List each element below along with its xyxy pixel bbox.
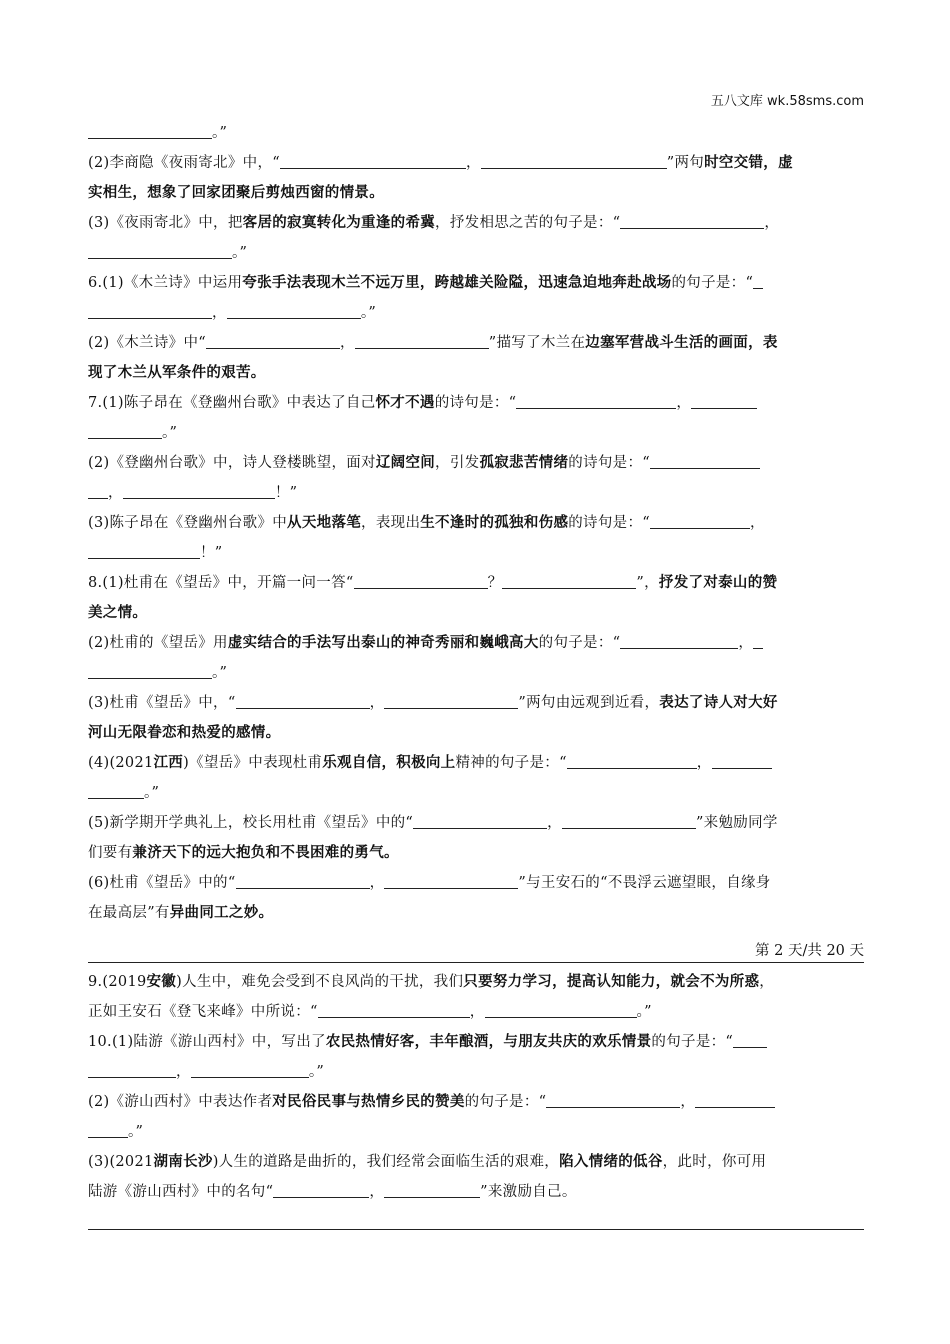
q7-3-line-2: ！”	[88, 538, 864, 568]
answer-blank[interactable]	[280, 152, 466, 169]
q8-2-line-1: (2)杜甫的《望岳》用虚实结合的手法写出泰山的神奇秀丽和巍峨高大的句子是：“ ，	[88, 628, 864, 658]
answer-blank[interactable]	[691, 392, 757, 409]
answer-blank[interactable]	[191, 1061, 309, 1078]
answer-blank[interactable]	[206, 332, 340, 349]
q7-2-line-2: ， ！”	[88, 478, 864, 508]
day-counter: 第 2 天/共 20 天	[755, 943, 864, 959]
q10-2-line-2: 。”	[88, 1117, 864, 1147]
answer-blank[interactable]	[88, 662, 212, 679]
q7-1-line-2: 。”	[88, 418, 864, 448]
answer-blank[interactable]	[123, 482, 275, 499]
answer-blank[interactable]	[620, 632, 738, 649]
answer-blank[interactable]	[733, 1031, 767, 1048]
answer-blank[interactable]	[88, 542, 200, 559]
answer-blank[interactable]	[695, 1091, 775, 1108]
site-header: 五八文库 wk.58sms.com	[710, 94, 864, 109]
question-list	[88, 118, 864, 1207]
q8-6-line-1: (6)杜甫《望岳》中的“ ， ”与王安石的“不畏浮云遮望眼，自缘身	[88, 868, 864, 898]
answer-blank[interactable]	[620, 212, 764, 229]
q6-2-line-1: (2)《木兰诗》中“ ， ”描写了木兰在边塞军营战斗生活的画面，表	[88, 334, 778, 351]
answer-blank[interactable]	[88, 482, 108, 499]
answer-blank[interactable]	[481, 152, 667, 169]
answer-blank[interactable]	[485, 1001, 637, 1018]
answer-blank[interactable]	[546, 1091, 680, 1108]
answer-blank[interactable]	[236, 872, 370, 889]
answer-blank[interactable]	[384, 1181, 480, 1198]
q8-5-line-1: (5)新学期开学典礼上，校长用杜甫《望岳》中的“ ， ”来勉励同学	[88, 808, 864, 838]
answer-blank[interactable]	[88, 782, 144, 799]
q8-4-line-2: 。”	[88, 778, 864, 808]
day-divider	[88, 928, 864, 963]
answer-blank[interactable]	[318, 1001, 470, 1018]
q9-line-1: 9.(2019安徽)人生中，难免会受到不良风尚的干扰，我们只要努力学习，提高认知能力，就会不为所惑，	[88, 973, 775, 990]
answer-blank[interactable]	[236, 692, 370, 709]
answer-blank[interactable]	[516, 392, 676, 409]
q9-line-2: 正如王安石《登飞来峰》中所说：“ ， 。”	[88, 997, 864, 1027]
answer-blank[interactable]	[355, 332, 489, 349]
answer-blank[interactable]	[88, 1061, 176, 1078]
answer-blank[interactable]	[88, 122, 212, 139]
answer-blank[interactable]	[567, 752, 697, 769]
q5-2-line-1: (2)李商隐《夜雨寄北》中，“ ， ”两句时空交错，虚	[88, 154, 793, 171]
q5-3-line-1: (3)《夜雨寄北》中，把客居的寂寞转化为重逢的希冀，抒发相思之苦的句子是：“ ，	[88, 214, 780, 231]
q7-1-line-1: 7.(1)陈子昂在《登幽州台歌》中表达了自己怀才不遇的诗句是：“ ，	[88, 388, 864, 418]
answer-blank[interactable]	[502, 572, 636, 589]
answer-blank[interactable]	[650, 452, 760, 469]
answer-blank[interactable]	[712, 752, 772, 769]
q5-tail-line: 。”	[88, 118, 864, 148]
answer-blank[interactable]	[562, 812, 696, 829]
footer-rule	[88, 1229, 864, 1230]
answer-blank[interactable]	[354, 572, 488, 589]
q8-1-line-1: 8.(1)杜甫在《望岳》中，开篇一问一答“ ？ ”，抒发了对泰山的赞	[88, 574, 778, 591]
q10-3-line-2: 陆游《游山西村》中的名句“ ， ”来激励自己。	[88, 1177, 864, 1207]
q8-3-line-2: 河山无限眷恋和热爱的感情。	[88, 724, 281, 741]
q6-1-line-1: 6.(1)《木兰诗》中运用夸张手法表现木兰不远万里，跨越雄关险隘，迅速急迫地奔赴战场的句子是：“	[88, 268, 864, 298]
q8-3-line-1: (3)杜甫《望岳》中，“ ， ”两句由远观到近看，表达了诗人对大好	[88, 694, 778, 711]
q8-5-line-2: 们要有兼济天下的远大抱负和不畏困难的勇气。	[88, 844, 399, 861]
answer-blank[interactable]	[753, 272, 763, 289]
answer-blank[interactable]	[88, 422, 162, 439]
answer-blank[interactable]	[413, 812, 547, 829]
answer-blank[interactable]	[384, 692, 518, 709]
q8-4-line-1: (4)(2021江西)《望岳》中表现杜甫乐观自信，积极向上精神的句子是：“ ，	[88, 748, 864, 778]
answer-blank[interactable]	[88, 1121, 128, 1138]
q8-6-line-2: 在最高层”有异曲同工之妙。	[88, 904, 274, 921]
answer-blank[interactable]	[650, 512, 750, 529]
answer-blank[interactable]	[88, 242, 232, 259]
answer-blank[interactable]	[88, 302, 212, 319]
q6-1-line-2: ， 。”	[88, 298, 864, 328]
q5-3-line-2: 。”	[88, 238, 864, 268]
q10-1-line-2: ， 。”	[88, 1057, 864, 1087]
answer-blank[interactable]	[273, 1181, 369, 1198]
q5-2-line-2: 实相生，想象了回家团聚后剪烛西窗的情景。	[88, 184, 384, 201]
answer-blank[interactable]	[753, 632, 763, 649]
q10-3-line-1: (3)(2021湖南长沙)人生的道路是曲折的，我们经常会面临生活的艰难，陷入情绪的低谷，此时，你可用	[88, 1153, 767, 1170]
q7-2-line-1: (2)《登幽州台歌》中，诗人登楼眺望，面对辽阔空间，引发孤寂悲苦情绪的诗句是：“	[88, 448, 864, 478]
answer-blank[interactable]	[384, 872, 518, 889]
q8-2-line-2: 。”	[88, 658, 864, 688]
q10-2-line-1: (2)《游山西村》中表达作者对民俗民事与热情乡民的赞美的句子是：“ ，	[88, 1087, 864, 1117]
q8-1-line-2: 美之情。	[88, 604, 148, 621]
q6-2-line-2: 现了木兰从军条件的艰苦。	[88, 364, 266, 381]
q10-1-line-1: 10.(1)陆游《游山西村》中，写出了农民热情好客，丰年酿酒，与朋友共庆的欢乐情景的句子是：“	[88, 1027, 864, 1057]
q7-3-line-1: (3)陈子昂在《登幽州台歌》中从天地落笔，表现出生不逢时的孤独和伤感的诗句是：“ ，	[88, 514, 765, 531]
answer-blank[interactable]	[227, 302, 361, 319]
